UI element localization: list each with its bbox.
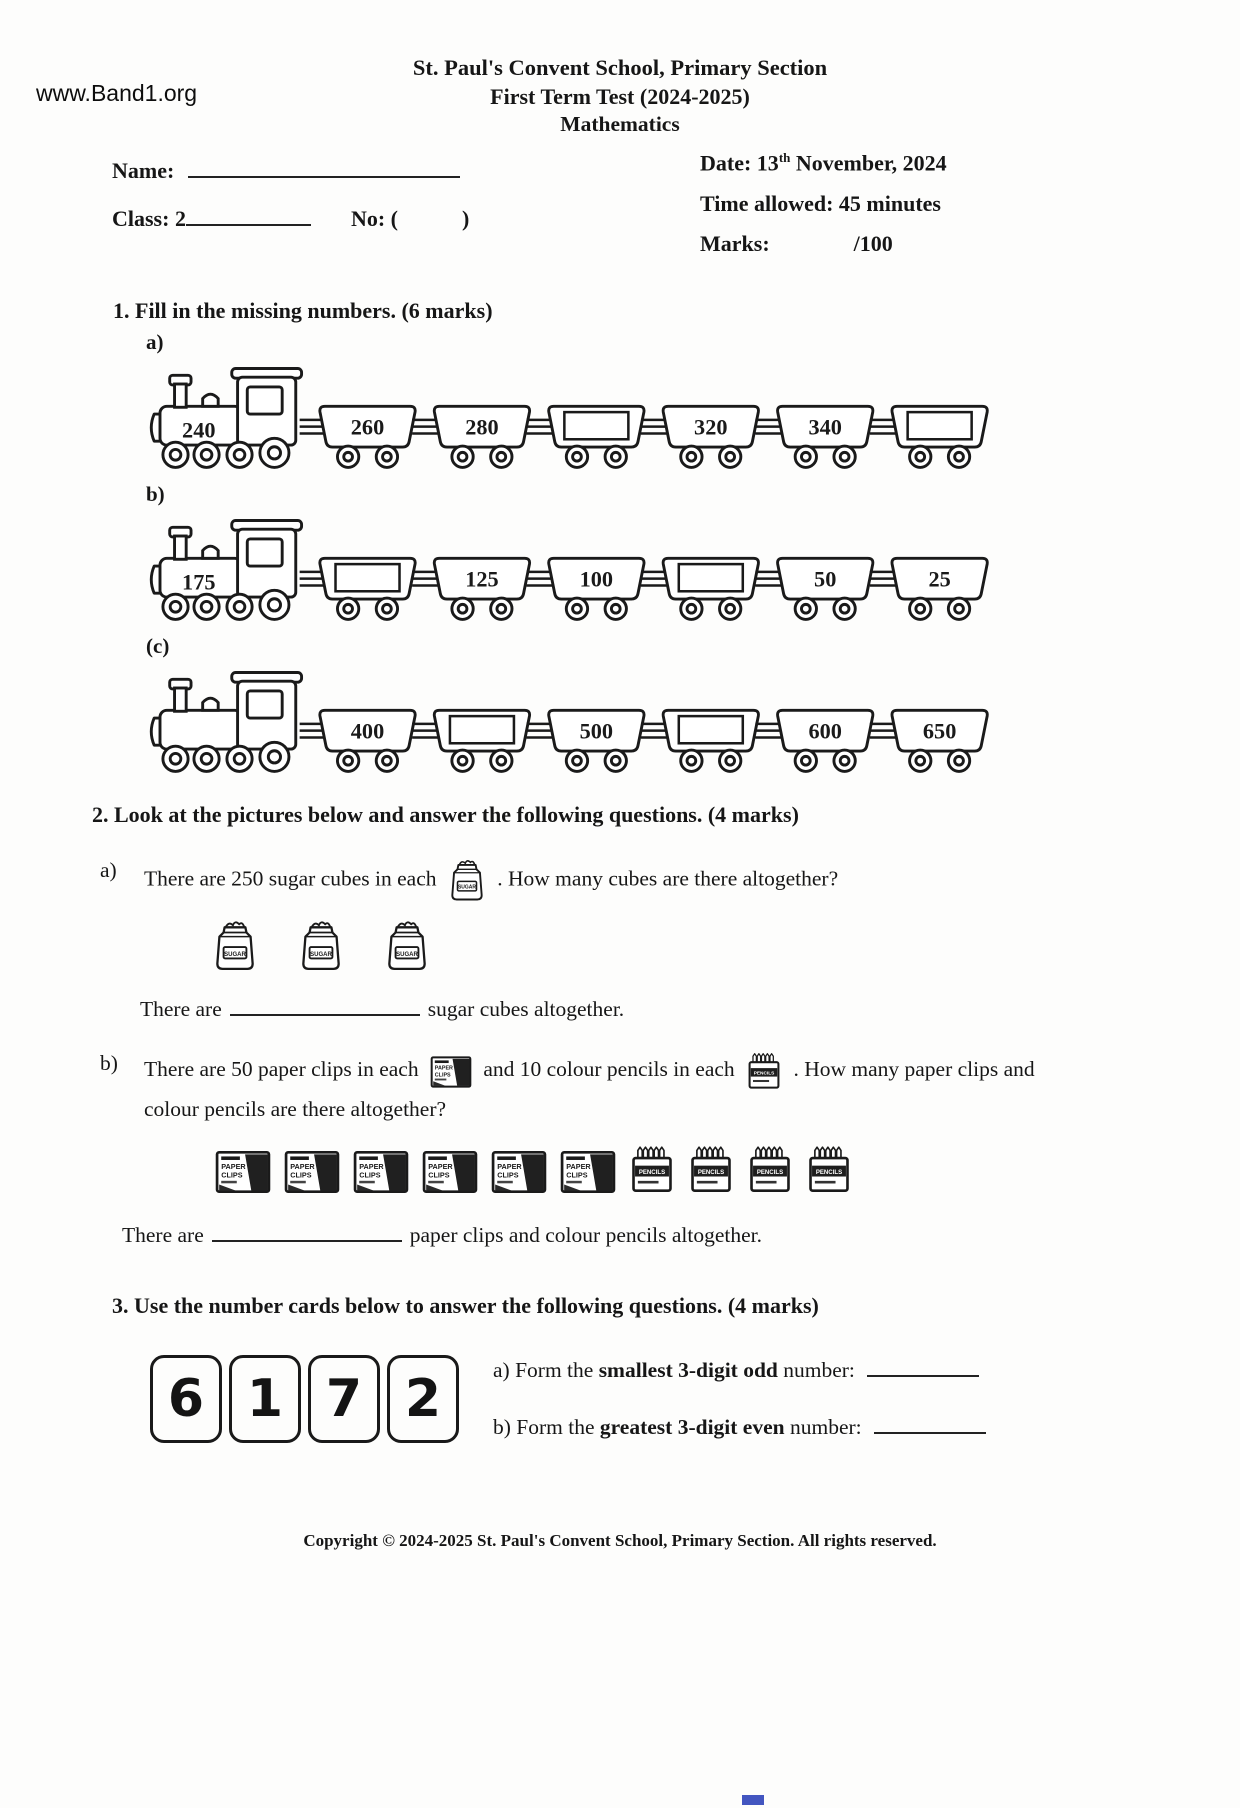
q3-content xyxy=(150,1355,1240,1443)
q2b-marker: b) xyxy=(100,1051,118,1076)
number-card: 1 xyxy=(229,1355,301,1443)
svg-text:50: 50 xyxy=(814,566,837,592)
paperclip-box-icon xyxy=(560,1149,616,1195)
class-label: Class: 2 xyxy=(112,206,186,232)
subject-title: Mathematics xyxy=(560,111,680,136)
marks-label: Marks: xyxy=(700,230,770,256)
svg-text:260: 260 xyxy=(350,414,385,440)
svg-text:PENCILS: PENCILS xyxy=(815,1168,843,1176)
date-rest: November, 2024 xyxy=(790,150,947,176)
q3-questions xyxy=(493,1358,994,1440)
class-row xyxy=(112,206,1150,232)
test-title: First Term Test (2024-2025) xyxy=(490,83,750,109)
svg-text:600: 600 xyxy=(808,718,842,744)
paperclip-box-icon xyxy=(353,1149,409,1195)
pencil-box-icon xyxy=(629,1145,675,1195)
q2a-text-pre: There are 250 sugar cubes in each xyxy=(144,866,437,891)
svg-text:PAPER: PAPER xyxy=(428,1161,453,1171)
sugar-bag-icon xyxy=(298,919,344,973)
svg-text:SUGAR: SUGAR xyxy=(224,952,246,959)
paperclip-box-icon xyxy=(422,1149,478,1195)
train-part-label: a) xyxy=(146,330,164,355)
train-c xyxy=(146,636,1240,784)
svg-text:PENCILS: PENCILS xyxy=(756,1168,784,1176)
svg-text:CLIPS: CLIPS xyxy=(290,1170,312,1180)
q2a-answer-line xyxy=(140,995,1240,1023)
svg-text:PAPER: PAPER xyxy=(497,1161,522,1171)
svg-text:CLIPS: CLIPS xyxy=(359,1170,381,1180)
svg-text:PENCILS: PENCILS xyxy=(697,1168,725,1176)
q3a-bold: smallest 3-digit odd xyxy=(598,1358,778,1383)
number-card: 6 xyxy=(150,1355,222,1443)
number-cards xyxy=(150,1355,459,1443)
question-3 xyxy=(0,1291,1240,1443)
svg-text:CLIPS: CLIPS xyxy=(221,1170,243,1180)
q2b-text-post: . How many paper clips and colour pencils are there altogether? xyxy=(144,1057,1035,1122)
sugar-bag-row xyxy=(212,917,1240,973)
svg-text:320: 320 xyxy=(694,414,728,440)
svg-text:25: 25 xyxy=(928,566,951,592)
svg-text:240: 240 xyxy=(182,417,216,443)
q2b-answer-blank xyxy=(212,1239,402,1242)
svg-text:280: 280 xyxy=(465,414,499,440)
clips-pencils-row xyxy=(215,1143,1240,1195)
train-part-label: (c) xyxy=(146,634,170,659)
number-card: 2 xyxy=(387,1355,459,1443)
name-row xyxy=(112,158,1150,184)
q3a-line xyxy=(493,1358,994,1383)
q3a-pre: a) Form the xyxy=(493,1358,599,1383)
train-a xyxy=(146,332,1240,480)
svg-text:500: 500 xyxy=(579,718,614,744)
svg-text:400: 400 xyxy=(350,718,385,744)
svg-text:PENCILS: PENCILS xyxy=(753,1071,775,1077)
q2a-text-post: . How many cubes are there altogether? xyxy=(497,866,839,891)
svg-text:650: 650 xyxy=(922,718,957,744)
student-info-section xyxy=(112,150,1150,270)
class-blank xyxy=(186,223,311,226)
svg-text:SUGAR: SUGAR xyxy=(457,885,476,892)
train-drawing xyxy=(146,352,1240,480)
watermark: www.Band1.org xyxy=(36,80,198,106)
q2a-answer-blank xyxy=(230,1013,420,1016)
q3b-pre: b) Form the xyxy=(493,1415,600,1440)
name-label: Name: xyxy=(112,158,175,184)
train-b xyxy=(146,484,1240,632)
number-card: 7 xyxy=(308,1355,380,1443)
sugar-bag-icon xyxy=(448,858,486,903)
paperclip-box-icon xyxy=(430,1055,472,1089)
q3b-answer-blank xyxy=(874,1431,986,1434)
svg-text:CLIPS: CLIPS xyxy=(566,1170,588,1180)
svg-text:CLIPS: CLIPS xyxy=(434,1071,451,1078)
svg-text:PAPER: PAPER xyxy=(359,1161,384,1171)
q2a-text xyxy=(144,858,1044,903)
date-line xyxy=(700,150,947,176)
svg-text:SUGAR: SUGAR xyxy=(310,952,332,959)
copyright-footer: Copyright © 2024-2025 St. Paul's Convent School, Primary Section. All rights reserved. xyxy=(303,1531,937,1551)
svg-text:PAPER: PAPER xyxy=(434,1065,453,1072)
q2a-answer-post: sugar cubes altogether. xyxy=(427,997,625,1022)
pencil-box-icon xyxy=(746,1052,782,1091)
exam-meta xyxy=(700,150,947,270)
svg-text:100: 100 xyxy=(579,566,614,592)
class-no-close: ) xyxy=(462,206,470,232)
svg-text:SUGAR: SUGAR xyxy=(396,952,418,959)
q3a-answer-blank xyxy=(867,1374,979,1377)
sugar-bag-icon xyxy=(212,919,258,973)
date-text: Date: 13 xyxy=(700,150,779,176)
pencil-box-icon xyxy=(688,1145,734,1195)
paperclip-box-icon xyxy=(215,1149,271,1195)
q2b-text-mid: and 10 colour pencils in each xyxy=(483,1057,735,1082)
svg-text:175: 175 xyxy=(182,569,216,595)
question-1 xyxy=(0,296,1240,784)
question-1-title: 1. Fill in the missing numbers. (6 marks) xyxy=(113,298,493,324)
scan-artifact xyxy=(742,1795,764,1805)
svg-text:PAPER: PAPER xyxy=(566,1161,591,1171)
svg-text:PENCILS: PENCILS xyxy=(638,1168,666,1176)
q2b-answer-post: paper clips and colour pencils altogether. xyxy=(409,1223,762,1248)
svg-text:PAPER: PAPER xyxy=(290,1161,315,1171)
question-2-title: 2. Look at the pictures below and answer the following questions. (4 marks) xyxy=(92,802,799,828)
svg-text:340: 340 xyxy=(808,414,842,440)
class-no-label: No: ( xyxy=(350,206,398,232)
paperclip-box-icon xyxy=(491,1149,547,1195)
svg-text:CLIPS: CLIPS xyxy=(428,1170,450,1180)
pencil-box-icon xyxy=(806,1145,852,1195)
q3b-line xyxy=(493,1415,994,1440)
q2b-text-pre: There are 50 paper clips in each xyxy=(144,1057,419,1082)
marks-total: /100 xyxy=(853,230,893,256)
q2b-text xyxy=(144,1051,1044,1127)
marks-line xyxy=(700,231,947,257)
svg-text:CLIPS: CLIPS xyxy=(497,1170,519,1180)
q2a-statement xyxy=(100,858,1240,903)
q2a-marker: a) xyxy=(100,858,117,883)
svg-text:PAPER: PAPER xyxy=(221,1161,246,1171)
q2b-answer-line xyxy=(122,1221,1240,1249)
svg-text:125: 125 xyxy=(465,566,499,592)
q2a-answer-pre: There are xyxy=(140,997,222,1022)
school-name: St. Paul's Convent School, Primary Section xyxy=(412,55,828,80)
time-allowed-line: Time allowed: 45 minutes xyxy=(700,190,941,216)
pencil-box-icon xyxy=(747,1145,793,1195)
train-drawing xyxy=(146,656,1240,784)
date-ordinal: th xyxy=(778,150,791,166)
question-2 xyxy=(0,800,1240,1249)
exam-paper-page xyxy=(0,54,1240,1551)
q3a-post: number: xyxy=(777,1358,855,1383)
q3b-bold: greatest 3-digit even xyxy=(599,1415,785,1440)
question-3-title: 3. Use the number cards below to answer the following questions. (4 marks) xyxy=(112,1293,819,1319)
q2b-statement xyxy=(100,1051,1240,1127)
train-part-label: b) xyxy=(146,482,165,507)
q3b-post: number: xyxy=(784,1415,862,1440)
paperclip-box-icon xyxy=(284,1149,340,1195)
name-blank xyxy=(188,175,460,178)
sugar-bag-icon xyxy=(384,919,430,973)
train-drawing xyxy=(146,504,1240,632)
q2b-answer-pre: There are xyxy=(122,1223,204,1248)
